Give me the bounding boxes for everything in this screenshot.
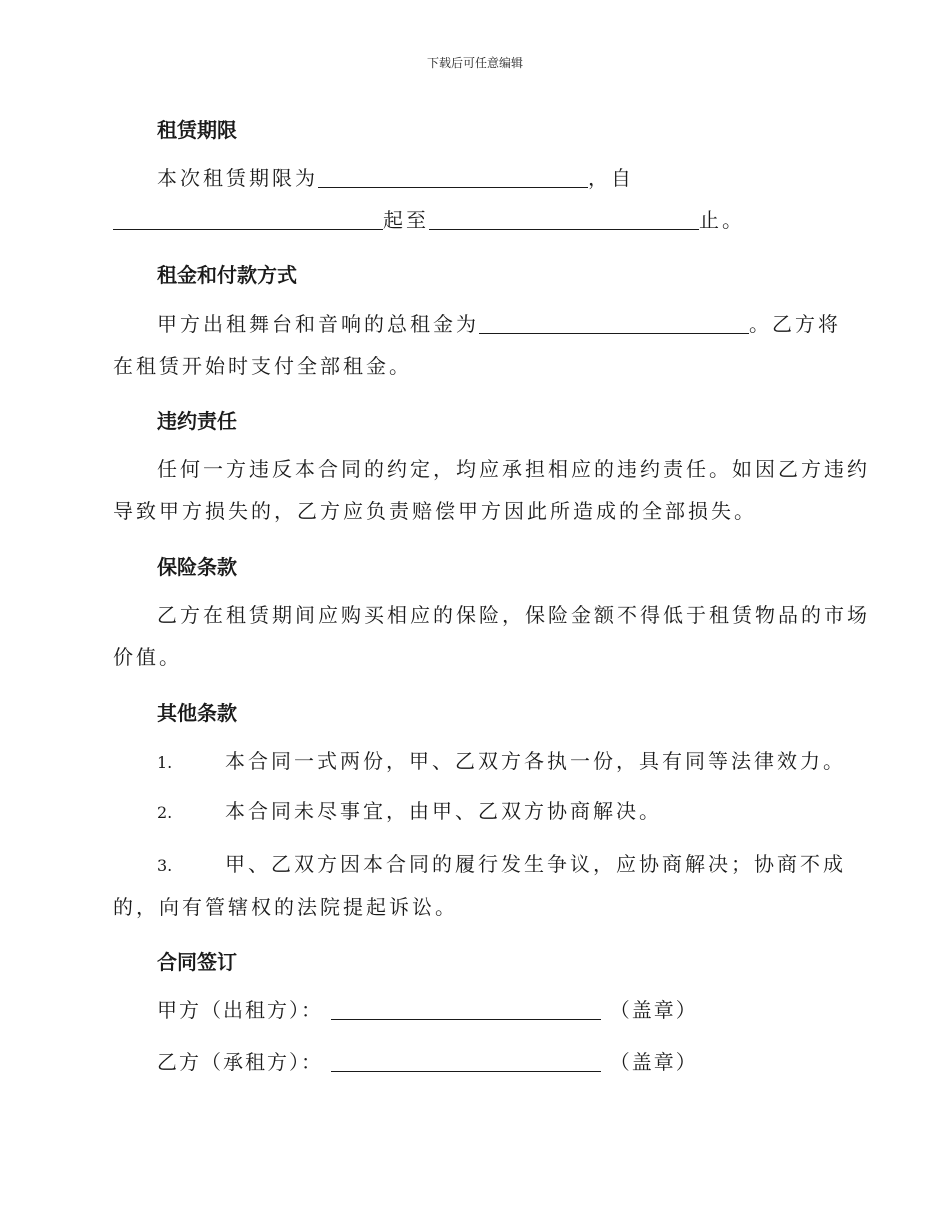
- party-b-blank: [331, 1051, 601, 1072]
- heading-other: 其他条款: [157, 701, 237, 725]
- rent-line-1: [157, 303, 875, 346]
- breach-line-2: 导致甲方损失的，乙方应负责赔偿甲方因此所造成的全部损失。: [113, 499, 757, 523]
- page-header: 下载后可任意编辑: [426, 56, 523, 70]
- party-b-label: 乙方（承租方）：: [157, 1050, 323, 1074]
- heading-breach: 违约责任: [157, 409, 237, 433]
- party-a-blank: [331, 999, 601, 1020]
- other-item-2-text: 本合同未尽事宜，由甲、乙双方协商解决。: [225, 799, 662, 823]
- other-item-3-text: 甲、乙双方因本合同的履行发生争议，应协商解决；协商不成: [225, 852, 846, 876]
- other-item-3: [157, 843, 875, 887]
- heading-signing: 合同签订: [157, 950, 237, 974]
- other-item-3-cont: 的，向有管辖权的法院提起诉讼。: [113, 895, 458, 919]
- party-a-line: [157, 989, 875, 1032]
- insurance-line-1: 乙方在租赁期间应购买相应的保险，保险金额不得低于租赁物品的市场: [157, 603, 870, 627]
- insurance-line-2: 价值。: [113, 645, 182, 669]
- heading-insurance: 保险条款: [157, 555, 237, 579]
- term-line-1-text: 本次租赁期限为: [157, 166, 318, 190]
- other-item-1: [157, 740, 875, 784]
- rent-line-1-suffix: 。乙方将: [749, 312, 841, 336]
- heading-rent: 租金和付款方式: [157, 263, 297, 287]
- other-item-1-number: 1.: [157, 753, 173, 772]
- other-item-1-text: 本合同一式两份，甲、乙双方各执一份，具有同等法律效力。: [225, 749, 846, 773]
- other-item-2-number: 2.: [157, 803, 173, 822]
- heading-term: 租赁期限: [157, 118, 237, 142]
- rent-line-2: 在租赁开始时支付全部租金。: [113, 354, 412, 378]
- term-line-2-suffix: 止。: [699, 208, 745, 232]
- party-a-seal: （盖章）: [609, 998, 698, 1022]
- other-item-3-number: 3.: [157, 856, 173, 875]
- term-line-2: [113, 199, 831, 242]
- term-line-1-suffix: ，自: [588, 166, 634, 190]
- party-b-seal: （盖章）: [609, 1050, 698, 1074]
- term-line-2-mid: 起至: [383, 208, 429, 232]
- rent-amount-blank: [479, 313, 749, 334]
- party-b-line: [157, 1041, 875, 1084]
- term-line-1: [157, 157, 875, 200]
- other-item-2: [157, 790, 875, 834]
- breach-line-1: 任何一方违反本合同的约定，均应承担相应的违约责任。如因乙方违约: [157, 457, 870, 481]
- term-duration-blank: [318, 167, 588, 188]
- party-a-label: 甲方（出租方）：: [157, 998, 323, 1022]
- rent-line-1-text: 甲方出租舞台和音响的总租金为: [157, 312, 479, 336]
- term-start-blank: [113, 209, 383, 230]
- term-end-blank: [429, 209, 699, 230]
